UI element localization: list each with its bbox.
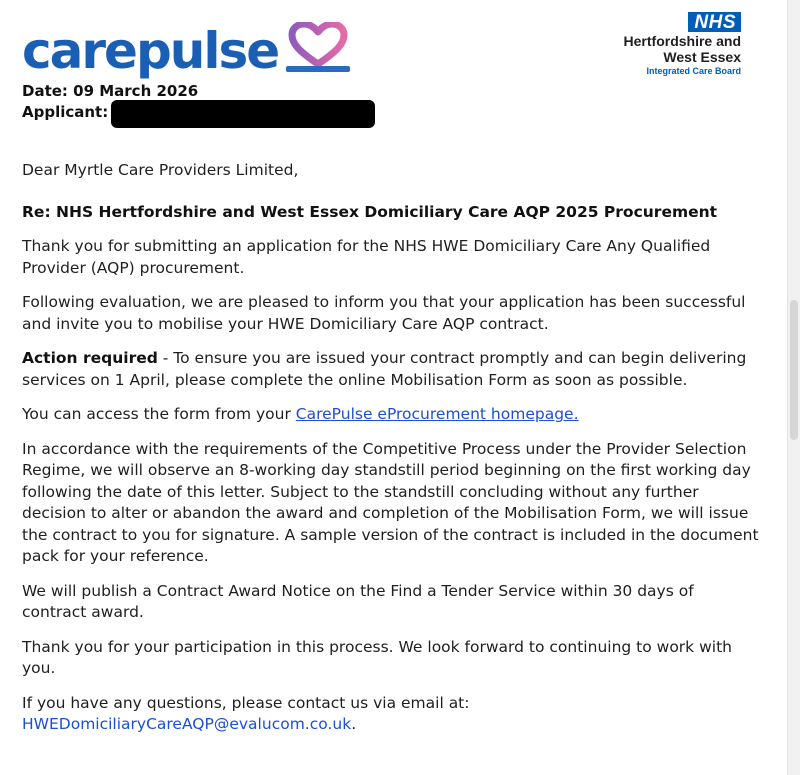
nhs-logo: NHS	[688, 12, 741, 32]
paragraph-application: Thank you for submitting an application for the NHS HWE Domiciliary Care Any Qualified Provider (AQP) procurement.	[22, 237, 711, 277]
paragraph-award-notice: We will publish a Contract Award Notice on the Find a Tender Service within 30 days of contract award.	[22, 581, 694, 621]
contact-suffix: .	[351, 715, 357, 733]
letter-body	[22, 160, 762, 749]
access-prefix: You can access the form from your	[22, 405, 296, 423]
action-required-label: Action required	[22, 349, 158, 367]
paragraph-standstill: In accordance with the requirements of the Competitive Process under the Provider Selection Regime, we will observe an 8-working day standstill period beginning on the first working day following the date of this letter. Subject to the standstill concluding without any further decision to alter or abandon the award and completion of the Mobilisation Form, we will issue the contract to you for signature. A sample version of the contract is included in the document pack for your reference.	[22, 439, 759, 565]
paragraph-thanks: Thank you for your participation in this process. We look forward to continuing to work with you.	[22, 637, 732, 677]
paragraph-access	[22, 404, 762, 426]
paragraph-evaluation: Following evaluation, we are pleased to inform you that your application has been successful and invite you to mobilise your HWE Domiciliary Care AQP contract.	[22, 293, 746, 333]
redacted-applicant-name	[111, 100, 375, 128]
applicant-label: Applicant:	[22, 103, 109, 121]
paragraph-action	[22, 348, 762, 391]
nhs-org-block	[624, 12, 741, 77]
logo-underline	[286, 66, 350, 72]
org-name-line-1: Hertfordshire and	[623, 33, 741, 49]
scrollbar-thumb[interactable]	[790, 300, 798, 440]
heart-icon	[286, 22, 350, 72]
vertical-scrollbar[interactable]	[787, 0, 800, 775]
eprocurement-homepage-link[interactable]: CarePulse eProcurement homepage.	[295, 405, 579, 423]
org-name-line-3: Integrated Care Board	[646, 66, 741, 76]
contact-prefix: If you have any questions, please contact us via email at:	[22, 693, 470, 712]
org-name-line-2: West Essex	[663, 49, 741, 65]
letter-date: Date: 09 March 2026	[22, 82, 199, 100]
subject-line: Re: NHS Hertfordshire and West Essex Domiciliary Care AQP 2025 Procurement	[22, 202, 718, 221]
salutation: Dear Myrtle Care Providers Limited,	[22, 161, 299, 179]
logo-wordmark: carepulse	[22, 22, 279, 80]
action-required-text: - To ensure you are issued your contract promptly and can begin delivering services on 1 April, please complete the online Mobilisation Form as soon as possible.	[22, 349, 747, 389]
contact-email-link[interactable]: HWEDomiciliaryCareAQP@evalucom.co.uk	[22, 715, 352, 733]
paragraph-contact	[22, 693, 762, 736]
carepulse-logo	[22, 14, 350, 80]
